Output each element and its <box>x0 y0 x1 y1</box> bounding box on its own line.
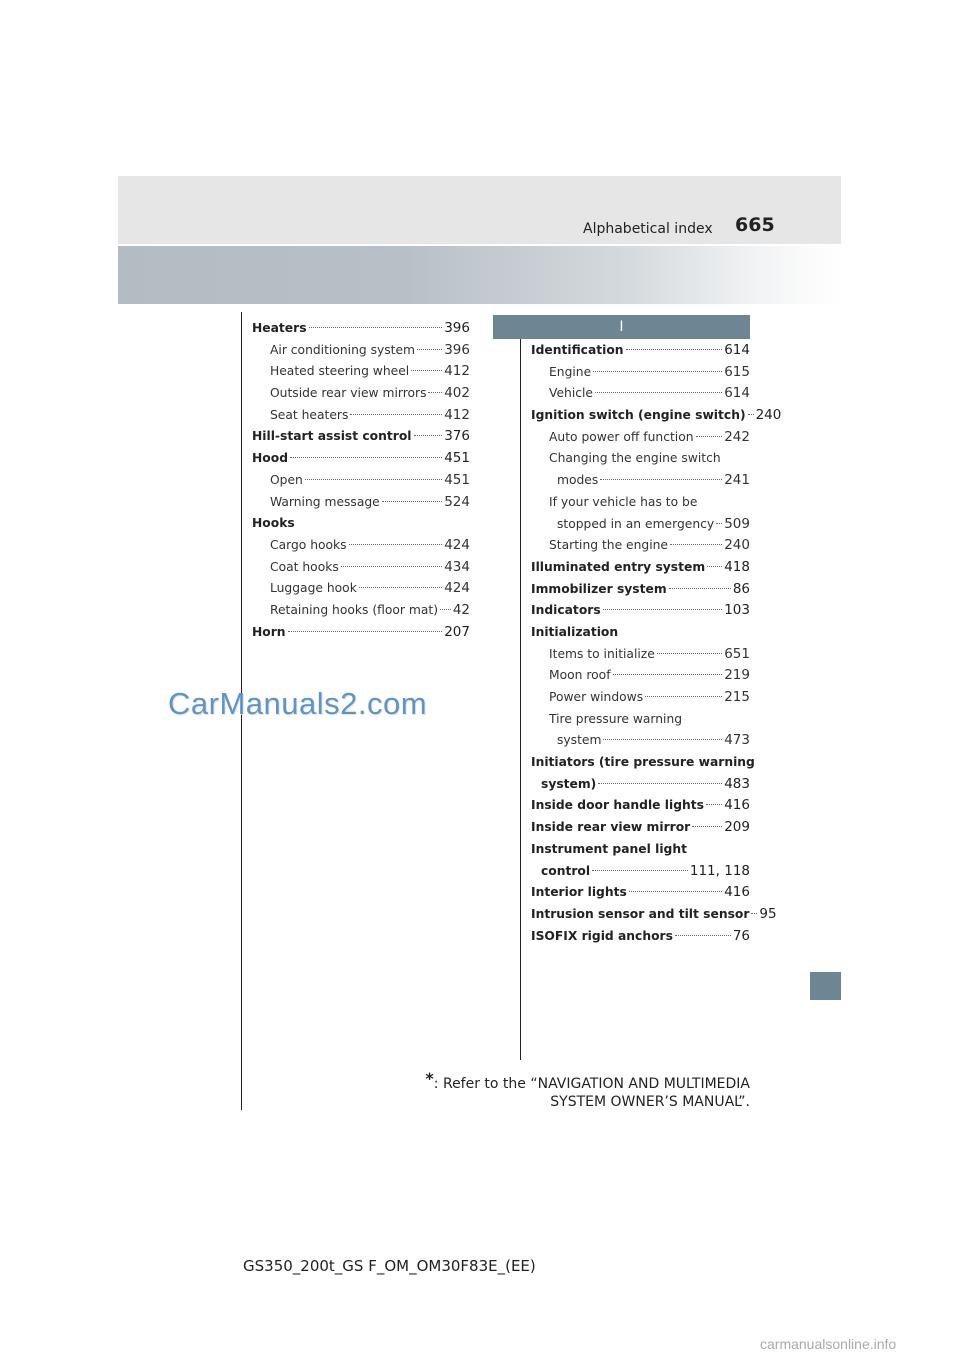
document-code: GS350_200t_GS F_OM_OM30F83E_(EE) <box>243 1257 536 1275</box>
entry-label: Heated steering wheel <box>270 364 410 379</box>
entry-label: Initiators (tire pressure warning <box>531 755 755 770</box>
entry-page: 524 <box>444 493 470 510</box>
dot-leader <box>290 457 442 458</box>
index-entry <box>531 752 755 774</box>
index-entry <box>531 405 782 427</box>
index-entry <box>252 318 470 340</box>
dot-leader <box>748 414 754 415</box>
entry-page: 402 <box>444 385 470 402</box>
index-entry <box>252 492 470 514</box>
entry-label: Seat heaters <box>270 407 349 422</box>
entry-page: 412 <box>444 363 470 380</box>
index-entry <box>531 514 750 536</box>
entry-label: Identification <box>531 343 624 357</box>
entry-label: system <box>557 733 602 748</box>
entry-page: 416 <box>724 797 750 814</box>
entry-label: Intrusion sensor and tilt sensor <box>531 906 750 921</box>
entry-page: 418 <box>724 558 750 575</box>
dot-leader <box>600 479 722 480</box>
index-entry <box>252 383 470 405</box>
dot-leader <box>692 826 722 827</box>
index-entry <box>531 492 750 514</box>
entry-label: Inside door handle lights <box>531 798 704 813</box>
index-entry <box>531 882 750 904</box>
entry-label: ISOFIX rigid anchors <box>531 928 673 943</box>
entry-page: 219 <box>724 667 750 684</box>
index-entry <box>531 665 750 687</box>
entry-label: Engine <box>549 364 592 379</box>
dot-leader <box>751 913 757 914</box>
index-entry <box>531 904 777 926</box>
entry-label: modes <box>557 473 599 488</box>
entry-page: 614 <box>724 385 750 402</box>
entry-label: stopped in an emergency <box>557 516 715 531</box>
entry-label: Inside rear view mirror <box>531 820 691 835</box>
index-entry <box>531 687 750 709</box>
entry-page: 95 <box>759 905 777 922</box>
dot-leader <box>645 696 722 697</box>
entry-page: 434 <box>444 558 470 575</box>
dot-leader <box>613 674 723 675</box>
entry-page: 424 <box>444 536 470 553</box>
dot-leader <box>428 392 442 393</box>
entry-label: If your vehicle has to be <box>549 494 698 509</box>
watermark-logo[interactable]: CarManuals2.com <box>168 686 428 721</box>
dot-leader <box>349 544 443 545</box>
index-entry <box>531 600 750 622</box>
entry-page: 614 <box>724 342 750 358</box>
index-entry <box>531 427 750 449</box>
entry-label: Horn <box>252 624 286 639</box>
index-entry <box>531 557 750 579</box>
entry-page: 424 <box>444 580 470 597</box>
dot-leader <box>341 566 442 567</box>
entry-label: Coat hooks <box>270 559 339 574</box>
entry-label: Power windows <box>549 690 644 704</box>
index-entry <box>531 579 750 601</box>
index-entry <box>531 470 750 492</box>
entry-page: 473 <box>724 732 750 749</box>
entry-page: 209 <box>724 819 750 836</box>
entry-label: Ignition switch (engine switch) <box>531 408 746 423</box>
dot-leader <box>675 935 731 936</box>
dot-leader <box>305 479 442 480</box>
entry-label: Illuminated entry system <box>531 559 706 574</box>
entry-label: Hood <box>252 451 288 466</box>
index-column-right <box>531 340 782 947</box>
watermark-link[interactable]: carmanualsonline.info <box>760 1336 897 1352</box>
entry-label: Indicators <box>531 603 601 618</box>
dot-leader <box>595 392 722 393</box>
index-entry <box>531 709 750 731</box>
entry-label: Luggage hook <box>270 581 357 596</box>
entry-page: 451 <box>444 450 470 467</box>
entry-page: 240 <box>755 407 782 424</box>
entry-page: 241 <box>724 472 750 489</box>
entry-label: Vehicle <box>549 386 593 401</box>
dot-leader <box>603 739 722 740</box>
dot-leader <box>359 587 442 588</box>
footnote-marker: * <box>425 1069 434 1088</box>
index-entry <box>252 405 470 427</box>
index-entry <box>252 448 470 470</box>
entry-label: Auto power off function <box>549 429 694 444</box>
index-entry <box>531 926 750 948</box>
entry-label: Hill-start assist control <box>252 429 412 444</box>
entry-label: Immobilizer system <box>531 581 667 596</box>
index-title: Alphabetical index <box>583 221 713 237</box>
entry-label: Outside rear view mirrors <box>270 386 427 401</box>
entry-page: 615 <box>724 363 750 380</box>
entry-page: 215 <box>724 689 750 705</box>
index-entry <box>531 774 750 796</box>
index-entry <box>252 578 470 600</box>
entry-label: Hooks <box>252 516 295 531</box>
entry-label: Retaining hooks (floor mat) <box>270 602 439 617</box>
index-entry <box>252 340 470 362</box>
dot-leader <box>706 804 722 805</box>
entry-page: 651 <box>724 645 750 662</box>
entry-page: 412 <box>444 406 470 423</box>
index-entry <box>252 470 470 492</box>
entry-page: 86 <box>732 580 750 597</box>
header-banner <box>118 246 841 304</box>
entry-page: 207 <box>444 623 470 640</box>
entry-page: 103 <box>724 602 750 619</box>
entry-page: 396 <box>444 320 470 336</box>
dot-leader <box>696 436 723 437</box>
footnote <box>425 1070 750 1111</box>
entry-page: 376 <box>444 428 470 445</box>
index-entry <box>531 448 750 470</box>
entry-label: Moon roof <box>549 668 611 683</box>
entry-label: Air conditioning system <box>270 342 416 357</box>
section-letter-tab: I <box>493 315 750 339</box>
entry-label: Tire pressure warning <box>549 711 683 726</box>
entry-page: 509 <box>724 515 750 532</box>
entry-page: 416 <box>724 884 750 901</box>
index-entry <box>531 861 750 883</box>
entry-label: Cargo hooks <box>270 537 347 552</box>
entry-label: Items to initialize <box>549 646 655 661</box>
footnote-line-1: : Refer to the “NAVIGATION AND MULTIMEDIA <box>433 1076 750 1092</box>
entry-page: 451 <box>444 471 470 488</box>
dot-leader <box>629 891 722 892</box>
index-entry <box>252 426 470 448</box>
entry-label: Initialization <box>531 624 619 639</box>
dot-leader <box>716 523 722 524</box>
entry-page: 111, 118 <box>689 862 750 879</box>
header-bar <box>118 176 841 244</box>
entry-label: Heaters <box>252 321 307 335</box>
dot-leader <box>288 631 443 632</box>
index-entry <box>252 600 470 622</box>
dot-leader <box>598 783 722 784</box>
entry-page: 42 <box>452 601 470 618</box>
dot-leader <box>592 870 688 871</box>
center-divider <box>520 338 521 1060</box>
dot-leader <box>626 349 723 350</box>
index-entry <box>252 535 470 557</box>
index-entry <box>531 817 750 839</box>
entry-page: 240 <box>724 537 750 554</box>
index-entry <box>531 795 750 817</box>
entry-label: Open <box>270 472 303 487</box>
entry-page: 242 <box>724 428 750 445</box>
side-thumb-tab <box>810 972 841 1000</box>
dot-leader <box>440 609 451 610</box>
dot-leader <box>707 566 722 567</box>
entry-label: Starting the engine <box>549 538 668 553</box>
index-entry <box>531 622 750 644</box>
entry-page: 76 <box>732 927 750 944</box>
dot-leader <box>414 435 443 436</box>
entry-page: 483 <box>724 775 750 792</box>
dot-leader <box>350 414 442 415</box>
footnote-line-2: SYSTEM OWNER’S MANUAL”. <box>550 1094 750 1110</box>
dot-leader <box>382 501 442 502</box>
entry-label: system) <box>541 776 597 791</box>
entry-label: Changing the engine switch <box>549 451 721 466</box>
index-entry <box>531 535 750 557</box>
index-entry <box>252 513 470 535</box>
dot-leader <box>603 609 723 610</box>
index-entry <box>531 362 750 384</box>
dot-leader <box>411 370 442 371</box>
index-entry <box>531 730 750 752</box>
index-entry <box>531 383 750 405</box>
dot-leader <box>670 544 722 545</box>
index-column-left <box>252 318 470 643</box>
entry-label: Interior lights <box>531 885 627 900</box>
index-entry <box>252 622 470 644</box>
dot-leader <box>309 327 443 328</box>
index-entry <box>252 557 470 579</box>
dot-leader <box>657 653 722 654</box>
dot-leader <box>669 588 731 589</box>
dot-leader <box>593 371 722 372</box>
entry-label: control <box>541 863 591 878</box>
entry-label: Warning message <box>270 494 380 509</box>
index-entry <box>531 644 750 666</box>
page-number: 665 <box>735 214 775 236</box>
index-entry <box>531 839 750 861</box>
entry-label: Instrument panel light <box>531 841 687 856</box>
dot-leader <box>417 349 442 350</box>
index-entry <box>531 340 750 362</box>
index-entry <box>252 361 470 383</box>
entry-page: 396 <box>444 341 470 358</box>
